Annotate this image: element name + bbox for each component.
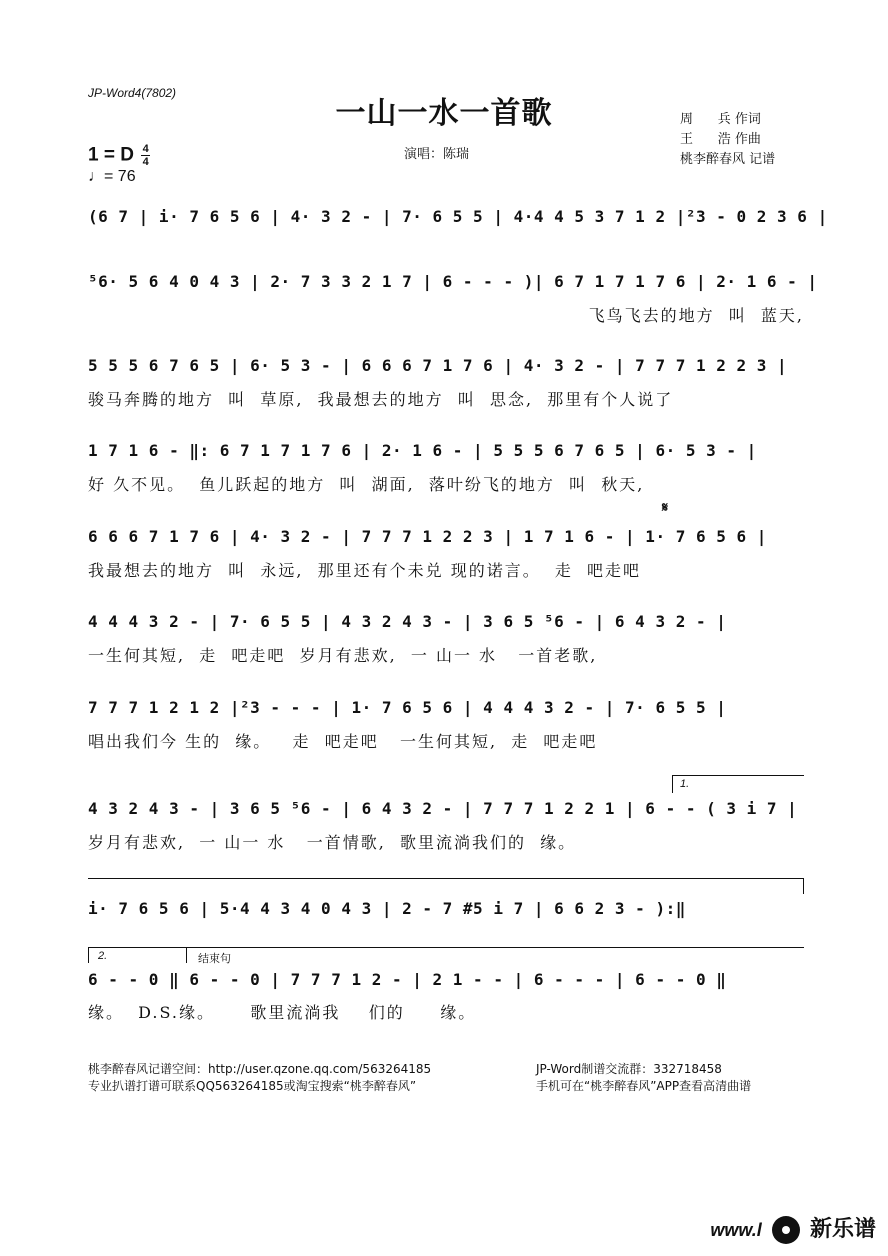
singer-label: 演唱：陈瑞 <box>404 147 470 162</box>
score-row-lyrics: 缘。 D.S.缘。 歌里流淌我 们的 缘。 <box>88 1003 477 1022</box>
footer-group: JP-Word制谱交流群：332718458 <box>536 1062 722 1076</box>
key-signature <box>88 144 150 167</box>
score-row-notes: 6 - - 0 ‖ 6 - - 0 | 7 7 7 1 2 - | 2 1 - - | 6 - - - | 6 - - 0 ‖ <box>88 970 727 989</box>
logo-url-prefix: www.l <box>710 1220 762 1240</box>
site-logo <box>710 1212 876 1244</box>
time-top: 4 <box>142 143 149 155</box>
record-icon <box>772 1216 800 1244</box>
transcriber-credit: 桃李醉春风 记谱 <box>680 152 776 167</box>
score-row-notes: 7 7 7 1 2 1 2 |²3 - - - | 1· 7 6 5 6 | 4 4 4 3 2 - | 7· 6 5 5 | <box>88 698 727 717</box>
song-title: 一山一水一首歌 <box>335 96 553 131</box>
time-bottom: 4 <box>142 156 149 168</box>
score-row-notes: 5 5 5 6 7 6 5 | 6· 5 3 - | 6 6 6 7 1 7 6 | 4· 3 2 - | 7 7 7 1 2 2 3 | <box>88 356 788 375</box>
score-row-lyrics: 飞鸟飞去的地方 叫 蓝天, <box>588 306 804 325</box>
composer-credit: 王 浩 作曲 <box>680 132 761 147</box>
segno-sign: 𝄋 <box>662 500 669 516</box>
footer-contact: 专业扒谱打谱可联系QQ563264185或淘宝搜索“桃李醉春风” <box>88 1079 417 1093</box>
time-signature <box>141 144 150 167</box>
key-label: 1 = D <box>88 144 134 166</box>
ending-label: 结束句 <box>198 953 231 965</box>
software-label: JP-Word4(7802) <box>88 86 177 100</box>
credits <box>680 110 775 170</box>
score-row-notes: 4 3 2 4 3 - | 3 6 5 ⁵6 - | 6 4 3 2 - | 7 7 7 1 2 2 1 | 6 - - ( 3 i 7 | <box>88 799 798 818</box>
logo-brand: 新乐谱 <box>809 1216 876 1241</box>
footer-app: 手机可在“桃李醉春风”APP查看高清曲谱 <box>536 1079 752 1093</box>
score-row-notes: 6 6 6 7 1 7 6 | 4· 3 2 - | 7 7 7 1 2 2 3 | 1 7 1 6 - | 1· 7 6 5 6 | <box>88 527 767 546</box>
score-row-notes: ⁵6· 5 6 4 0 4 3 | 2· 7 3 3 2 1 7 | 6 - - - )| 6 7 1 7 1 7 6 | 2· 1 6 - | <box>88 272 818 291</box>
score-row-notes: 1 7 1 6 - ‖: 6 7 1 7 1 7 6 | 2· 1 6 - | 5 5 5 6 7 6 5 | 6· 5 3 - | <box>88 441 757 460</box>
score-row-lyrics: 好 久不见。 鱼儿跃起的地方 叫 湖面, 落叶纷飞的地方 叫 秋天, <box>88 475 645 494</box>
score-row-lyrics: 我最想去的地方 叫 永远, 那里还有个未兑 现的诺言。 走 吧走吧 <box>88 561 642 580</box>
score-row-lyrics: 骏马奔腾的地方 叫 草原, 我最想去的地方 叫 思念, 那里有个人说了 <box>88 390 674 409</box>
score-row-notes: (6 7 | i· 7 6 5 6 | 4· 3 2 - | 7· 6 5 5 | 4·4 4 5 3 7 1 2 |²3 - 0 2 3 6 | <box>88 207 828 226</box>
score-row-lyrics: 岁月有悲欢, 一 山一 水 一首情歌, 歌里流淌我们的 缘。 <box>88 833 577 852</box>
volta-2-label: 2. <box>98 950 108 962</box>
lyricist-credit: 周 兵 作词 <box>680 112 761 127</box>
tempo-marking: ♩= 76 <box>88 168 136 185</box>
score-row-lyrics: 唱出我们今 生的 缘。 走 吧走吧 一生何其短, 走 吧走吧 <box>88 732 598 751</box>
footer-website: 桃李醉春风记谱空间：http://user.qzone.qq.com/563264185 <box>88 1062 432 1076</box>
score-row-lyrics: 一生何其短, 走 吧走吧 岁月有悲欢, 一 山一 水 一首老歌, <box>88 646 598 665</box>
score-row-notes: 4 4 4 3 2 - | 7· 6 5 5 | 4 3 2 4 3 - | 3 6 5 ⁵6 - | 6 4 3 2 - | <box>88 612 727 631</box>
score-row-notes: i· 7 6 5 6 | 5·4 4 3 4 0 4 3 | 2 - 7 #5 i 7 | 6 6 2 3 - ):‖ <box>88 899 686 918</box>
volta-1-label: 1. <box>680 778 690 790</box>
